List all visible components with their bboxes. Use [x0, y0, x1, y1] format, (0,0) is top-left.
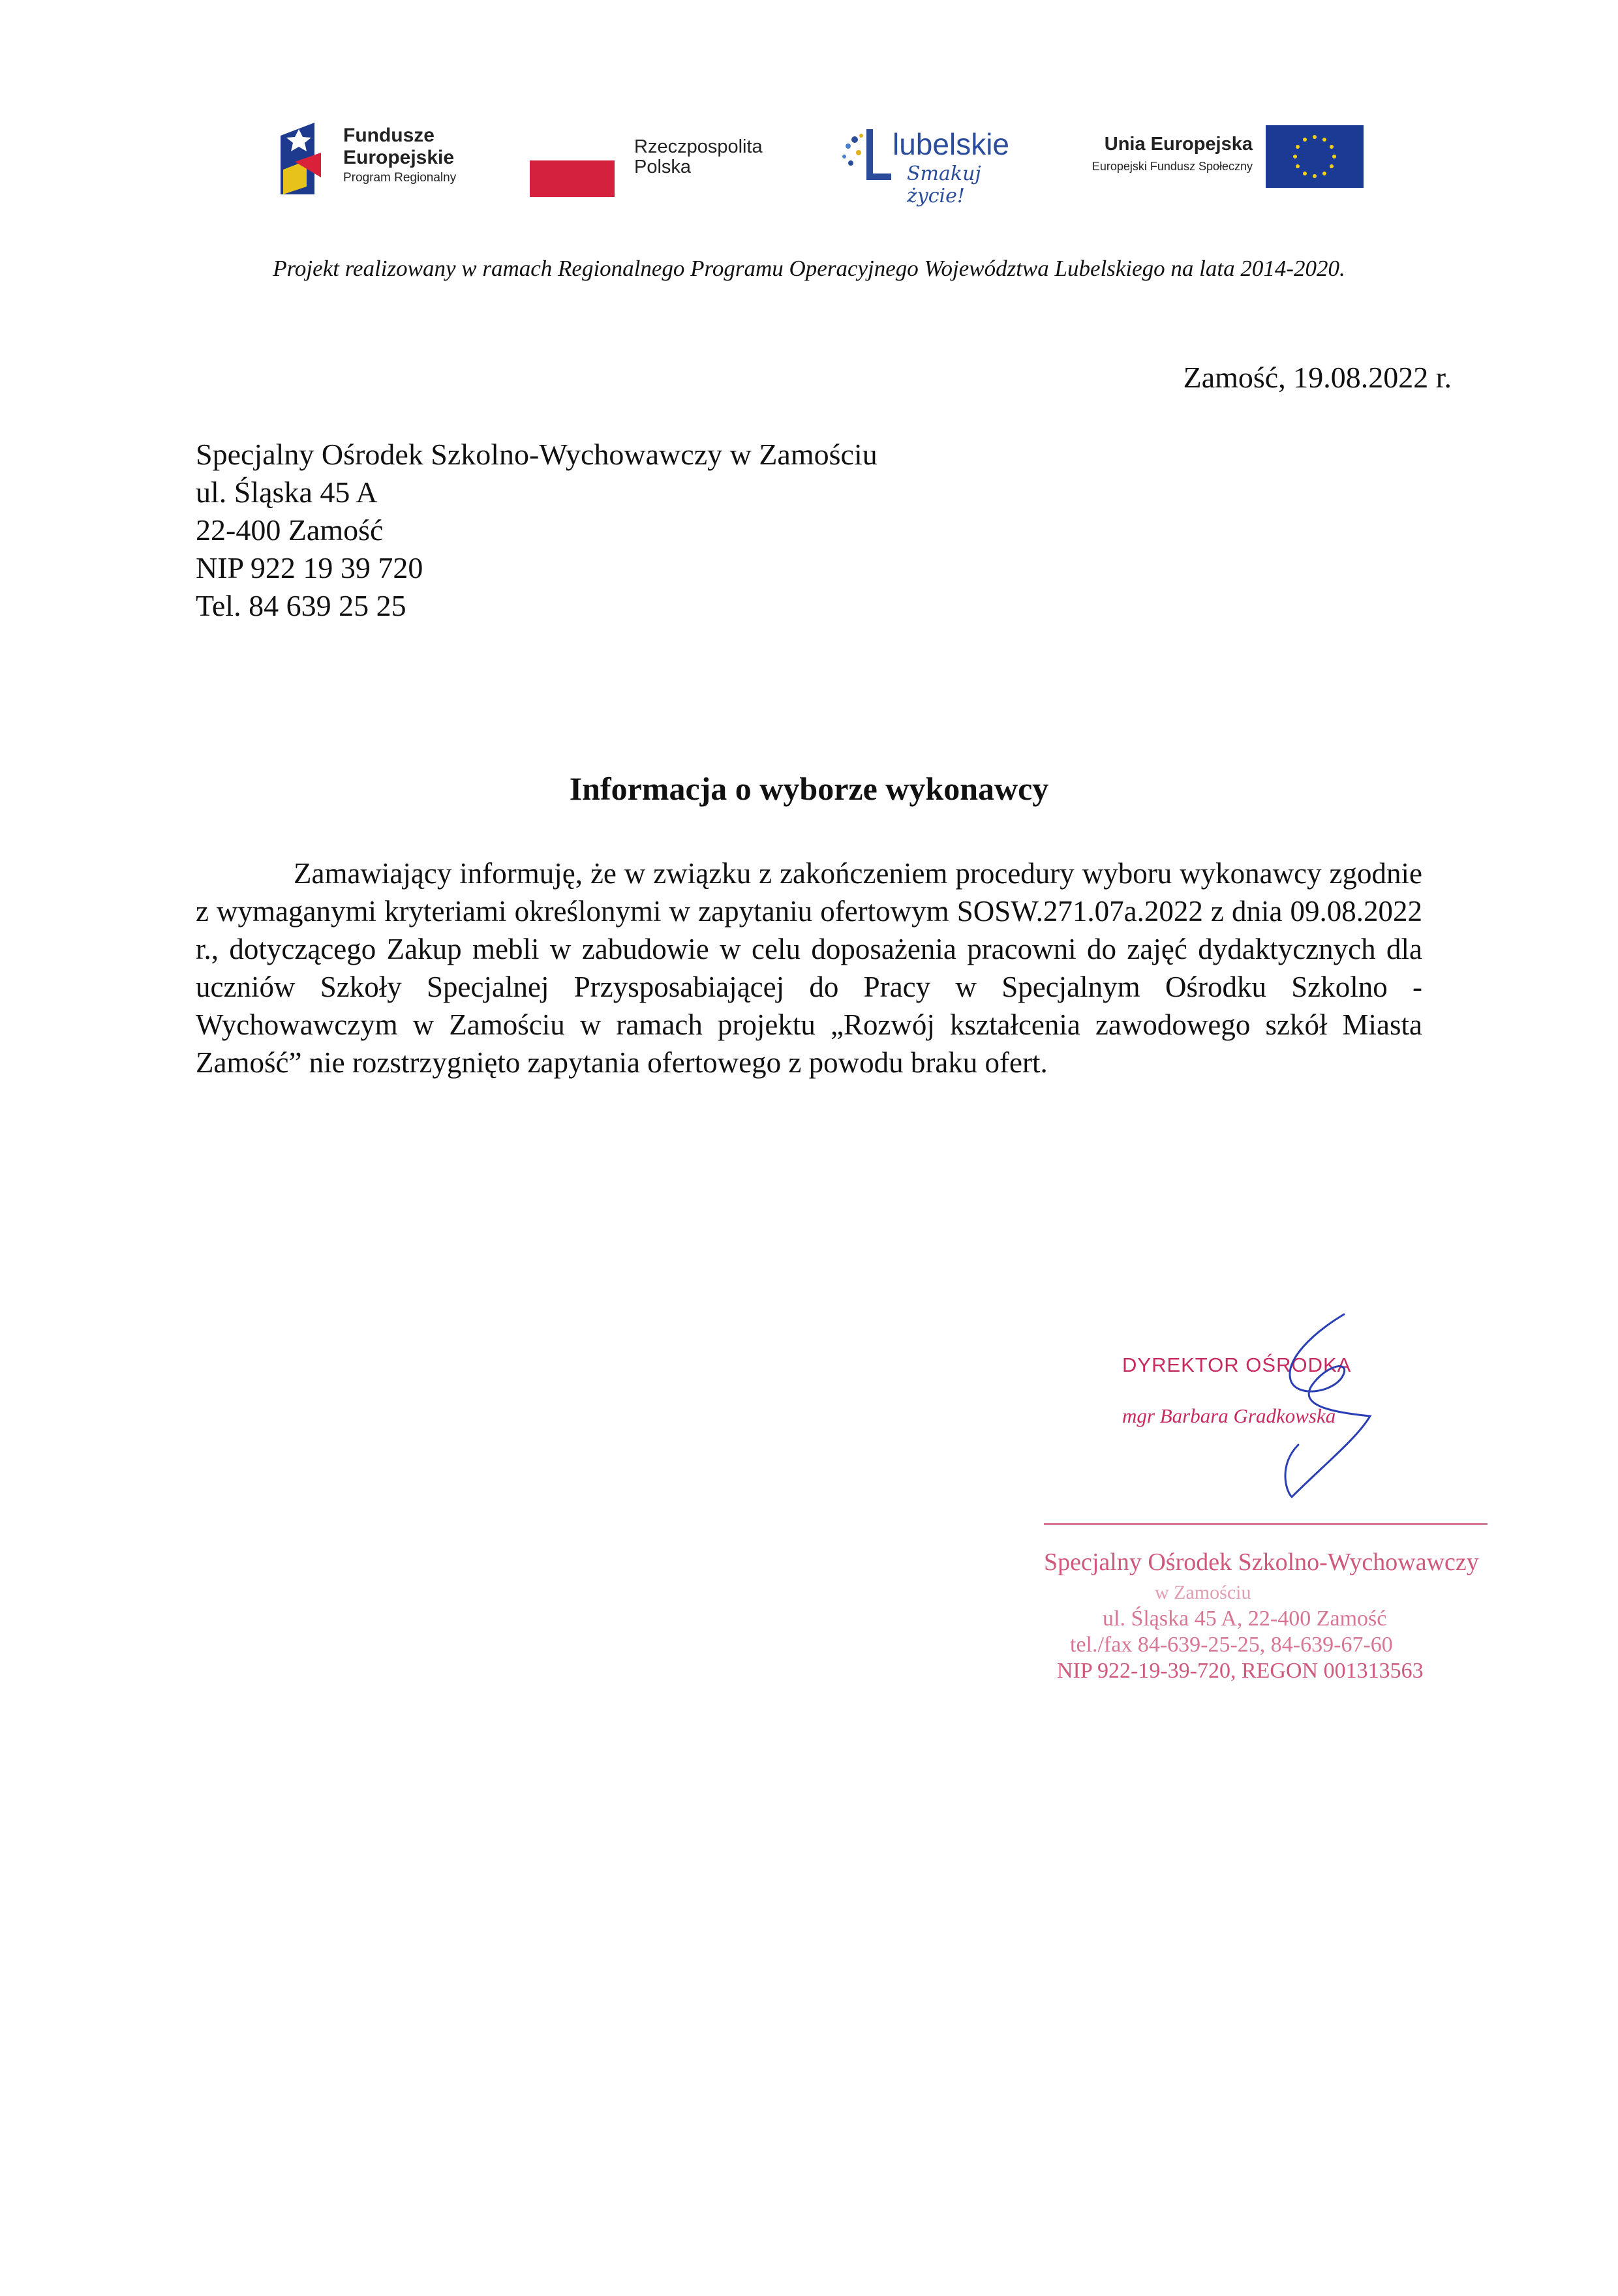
handwritten-signature [1214, 1301, 1396, 1523]
sender-nip: NIP 922 19 39 720 [196, 551, 423, 584]
stamp-phone: tel./fax 84-639-25-25, 84-639-67-60 [1070, 1633, 1393, 1657]
document-title: Informacja o wyborze wykonawcy [569, 770, 1049, 807]
sender-postal-city: 22-400 Zamość [196, 513, 384, 547]
document-body: Zamawiający informuję, że w związku z zakończeniem procedury wyboru wykonawcy zgodnie z wymaganymi kryteriami określonymi w zapytaniu ofertowym SOSW.271.07a.2022 z dnia 09.08.2022 r., dotyczącego Zakup mebli w zabudowie w celu doposażenia pracowni do zajęć dydaktycznych dla uczniów Szkoły Specjalnej Przysposabiającej do Pracy w Specjalnym Ośrodku Szkolno - Wychowawczym w Zamościu w ramach projektu „Rozwój kształcenia zawodowego szkół Miasta Zamość” nie rozstrzygnięto zapytania ofertowego z powodu braku ofert. [196, 857, 1422, 1079]
eu-flag-icon [1266, 125, 1364, 188]
unia-name: Unia Europejska [1104, 134, 1253, 155]
sender-name: Specjalny Ośrodek Szkolno-Wychowawczy w Zamościu [196, 438, 878, 471]
unia-europejska-logo [1083, 111, 1364, 209]
stamp-address: ul. Śląska 45 A, 22-400 Zamość [1103, 1607, 1387, 1631]
sender-address [196, 436, 878, 625]
stamp-border [1044, 1523, 1488, 1529]
signature-stamp [1122, 1334, 1435, 1530]
sender-street: ul. Śląska 45 A [196, 476, 378, 509]
rzeczpospolita-name-line2: Polska [634, 157, 692, 177]
lubelskie-logo [835, 111, 1044, 209]
rzeczpospolita-name-line1: Rzeczpospolita [634, 136, 763, 157]
rzeczpospolita-polska-logo [530, 111, 804, 209]
institution-stamp [1044, 1523, 1501, 1719]
document-date: Zamość, 19.08.2022 r. [1183, 361, 1452, 394]
fundusze-europejskie-logo [281, 111, 496, 209]
polish-flag-icon [530, 124, 615, 197]
lubelskie-icon [835, 120, 894, 192]
project-tagline: Projekt realizowany w ramach Regionalnego Programu Operacyjnego Województwa Lubelskiego na lata 2014-2020. [273, 256, 1345, 281]
stamp-city: w Zamościu [1155, 1582, 1251, 1603]
fundusze-name-line2: Europejskie [343, 147, 455, 168]
fundusze-subtitle: Program Regionalny [343, 171, 457, 185]
unia-subtitle: Europejski Fundusz Społeczny [1091, 160, 1253, 173]
stamp-ids: NIP 922-19-39-720, REGON 001313563 [1057, 1659, 1424, 1683]
fundusze-europejskie-icon [281, 123, 334, 194]
lubelskie-name: lubelskie [893, 127, 1009, 161]
signature-title: DYREKTOR OŚRODKA [1122, 1353, 1352, 1376]
signature-name: mgr Barbara Gradkowska [1122, 1404, 1336, 1427]
lubelskie-slogan: Smakuj życie! [907, 162, 981, 207]
sender-phone: Tel. 84 639 25 25 [196, 589, 406, 622]
stamp-institution-name: Specjalny Ośrodek Szkolno-Wychowawczy [1044, 1548, 1479, 1576]
fundusze-name-line1: Fundusze [343, 125, 435, 146]
logo-bar [0, 111, 1618, 209]
